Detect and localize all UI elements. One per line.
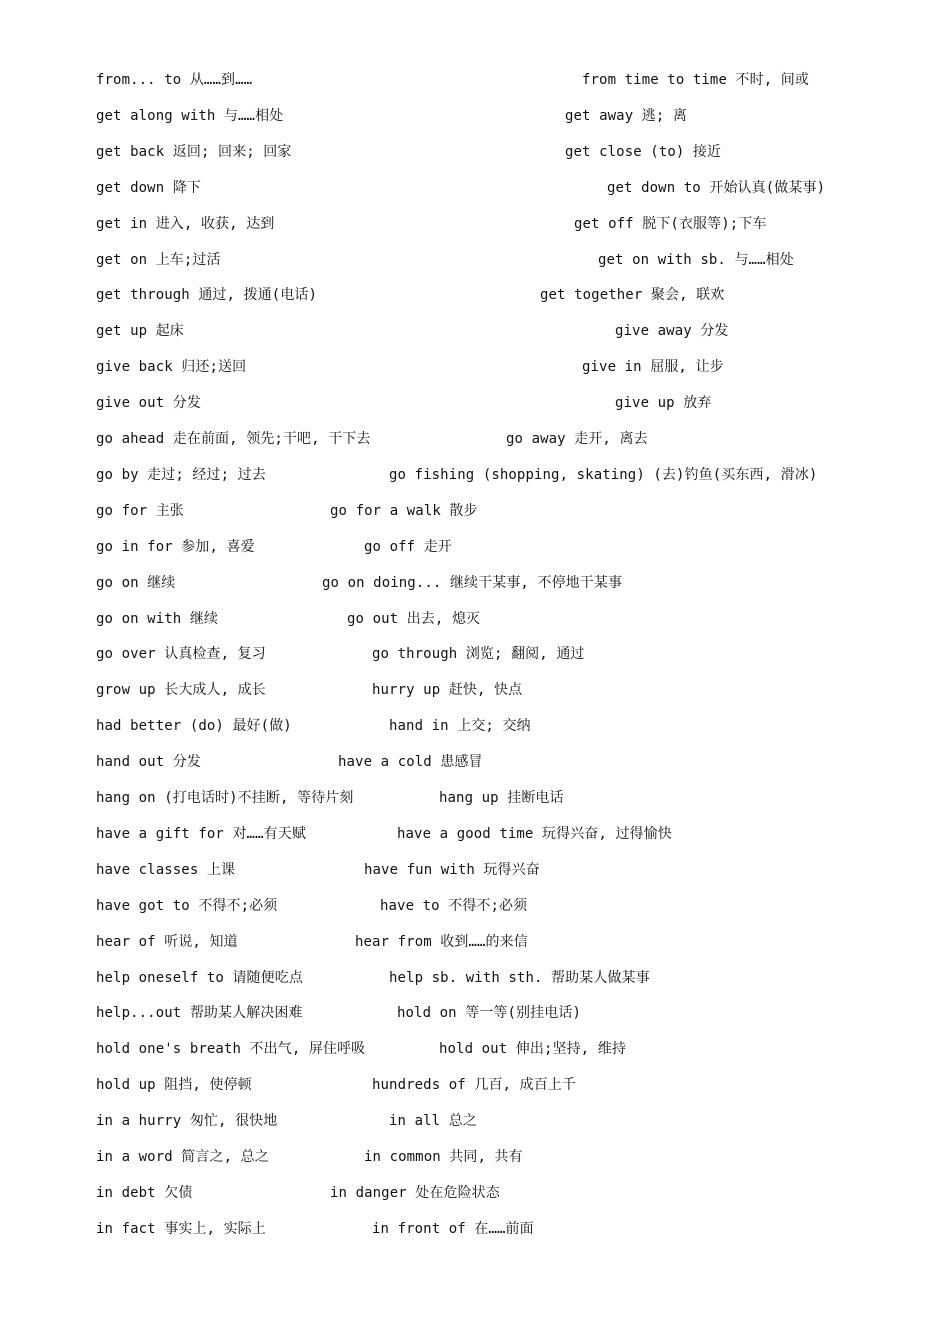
phrase-row xyxy=(0,678,950,702)
phrase-entry-right: get away 逃; 离 xyxy=(565,107,688,124)
phrase-row xyxy=(0,212,950,236)
phrase-entry-left: help...out 帮助某人解决困难 xyxy=(96,1005,303,1022)
phrase-row xyxy=(0,355,950,379)
phrase-entry-right: hear from 收到……的来信 xyxy=(355,933,528,950)
phrase-entry-right: in front of 在……前面 xyxy=(372,1220,534,1237)
phrase-entry-right: go fishing (shopping, skating) (去)钓鱼(买东西, 滑冰) xyxy=(389,466,818,483)
phrase-entry-left: have classes 上课 xyxy=(96,861,236,878)
phrase-entry-left: have got to 不得不;必须 xyxy=(96,897,278,914)
phrase-entry-left: get back 返回; 回来; 回家 xyxy=(96,143,292,160)
phrase-entry-right: have a cold 患感冒 xyxy=(338,754,483,771)
phrase-entry-right: get together 聚会, 联欢 xyxy=(540,287,725,304)
phrase-row xyxy=(0,1001,950,1025)
phrase-entry-left: go over 认真检查, 复习 xyxy=(96,646,266,663)
phrase-entry-right: get close (to) 接近 xyxy=(565,143,722,160)
phrase-entry-left: get down 降下 xyxy=(96,179,201,196)
phrase-entry-left: get in 进入, 收获, 达到 xyxy=(96,215,275,232)
phrase-entry-left: in a word 简言之, 总之 xyxy=(96,1149,269,1165)
phrase-row xyxy=(0,1073,950,1097)
phrase-entry-left: get along with 与……相处 xyxy=(96,107,284,124)
phrase-entry-left: hand out 分发 xyxy=(96,754,201,771)
phrase-row xyxy=(0,319,950,343)
phrase-entry-right: from time to time 不时, 间或 xyxy=(582,72,809,88)
phrase-row xyxy=(0,1181,950,1205)
phrase-entry-left: hold one's breath 不出气, 屏住呼吸 xyxy=(96,1041,366,1058)
phrase-entry-left: get through 通过, 拨通(电话) xyxy=(96,287,318,304)
phrase-entry-right: go for a walk 散步 xyxy=(330,502,478,519)
phrase-row xyxy=(0,427,950,451)
phrase-entry-left: grow up 长大成人, 成长 xyxy=(96,682,266,699)
phrase-row xyxy=(0,966,950,990)
phrase-entry-right: hold on 等一等(别挂电话) xyxy=(397,1005,581,1022)
phrase-row xyxy=(0,1217,950,1241)
phrase-entry-left: in debt 欠债 xyxy=(96,1184,193,1201)
phrase-row xyxy=(0,499,950,523)
phrase-row xyxy=(0,463,950,487)
phrase-row xyxy=(0,858,950,882)
phrase-row xyxy=(0,535,950,559)
phrase-entry-right: get on with sb. 与……相处 xyxy=(598,251,794,268)
phrase-entry-left: go in for 参加, 喜爱 xyxy=(96,538,255,555)
phrase-entry-left: hang on (打电话时)不挂断, 等待片刻 xyxy=(96,790,354,806)
phrase-row xyxy=(0,894,950,918)
phrase-row xyxy=(0,1145,950,1169)
phrase-row xyxy=(0,642,950,666)
phrase-entry-left: have a gift for 对……有天赋 xyxy=(96,825,306,842)
phrase-entry-left: get on 上车;过活 xyxy=(96,251,221,268)
phrase-row xyxy=(0,571,950,595)
phrase-entry-left: had better (do) 最好(做) xyxy=(96,718,292,735)
phrase-row xyxy=(0,786,950,810)
phrase-row xyxy=(0,176,950,200)
phrase-entry-right: hundreds of 几百, 成百上千 xyxy=(372,1077,577,1094)
phrase-entry-left: from... to 从……到…… xyxy=(96,72,253,88)
phrase-row xyxy=(0,104,950,128)
phrase-entry-right: get off 脱下(衣服等);下车 xyxy=(574,215,767,232)
phrase-entry-right: in all 总之 xyxy=(389,1113,477,1130)
phrase-entry-right: have fun with 玩得兴奋 xyxy=(364,861,540,878)
phrase-entry-right: have a good time 玩得兴奋, 过得愉快 xyxy=(397,825,672,842)
phrase-entry-left: get up 起床 xyxy=(96,323,184,340)
phrase-entry-left: hear of 听说, 知道 xyxy=(96,933,238,950)
phrase-entry-right: have to 不得不;必须 xyxy=(380,897,528,914)
phrase-row xyxy=(0,822,950,846)
phrase-entry-left: hold up 阻挡, 使停顿 xyxy=(96,1077,252,1094)
phrase-entry-right: in danger 处在危险状态 xyxy=(330,1184,500,1201)
phrase-row xyxy=(0,391,950,415)
phrase-entry-right: go away 走开, 离去 xyxy=(506,431,648,447)
phrase-row xyxy=(0,930,950,954)
phrase-entry-left: go by 走过; 经过; 过去 xyxy=(96,466,266,483)
phrase-entry-left: give out 分发 xyxy=(96,395,201,412)
phrase-row xyxy=(0,283,950,307)
phrase-entry-left: give back 归还;送回 xyxy=(96,359,247,376)
phrase-entry-right: hand in 上交; 交纳 xyxy=(389,718,531,735)
phrase-row xyxy=(0,714,950,738)
phrase-entry-right: hurry up 赶快, 快点 xyxy=(372,682,523,699)
phrase-entry-right: go out 出去, 熄灭 xyxy=(347,610,481,627)
phrase-entry-right: go on doing... 继续干某事, 不停地干某事 xyxy=(322,574,623,591)
phrase-entry-left: go on with 继续 xyxy=(96,610,219,627)
phrase-entry-left: in fact 事实上, 实际上 xyxy=(96,1220,266,1237)
phrase-row xyxy=(0,68,950,92)
phrase-row xyxy=(0,1037,950,1061)
phrase-entry-left: help oneself to 请随便吃点 xyxy=(96,969,303,986)
phrase-entry-left: go on 继续 xyxy=(96,574,176,591)
phrase-entry-right: in common 共同, 共有 xyxy=(364,1149,523,1165)
phrase-entry-right: give in 屈服, 让步 xyxy=(582,359,724,376)
phrase-row xyxy=(0,1109,950,1133)
phrase-entry-left: in a hurry 匆忙, 很快地 xyxy=(96,1113,278,1130)
phrase-entry-right: give up 放弃 xyxy=(615,395,712,412)
phrase-row xyxy=(0,140,950,164)
phrase-entry-right: hold out 伸出;坚持, 维持 xyxy=(439,1041,626,1058)
phrase-entry-left: go for 主张 xyxy=(96,502,184,519)
phrase-entry-right: hang up 挂断电话 xyxy=(439,790,564,806)
phrase-row xyxy=(0,607,950,631)
phrase-row xyxy=(0,750,950,774)
phrase-entry-right: give away 分发 xyxy=(615,323,729,340)
phrase-entry-left: go ahead 走在前面, 领先;干吧, 干下去 xyxy=(96,431,371,447)
phrase-entry-right: get down to 开始认真(做某事) xyxy=(607,179,826,196)
phrase-entry-right: go through 浏览; 翻阅, 通过 xyxy=(372,646,585,663)
phrase-entry-right: go off 走开 xyxy=(364,538,452,555)
phrase-entry-right: help sb. with sth. 帮助某人做某事 xyxy=(389,969,650,986)
phrase-row xyxy=(0,248,950,272)
